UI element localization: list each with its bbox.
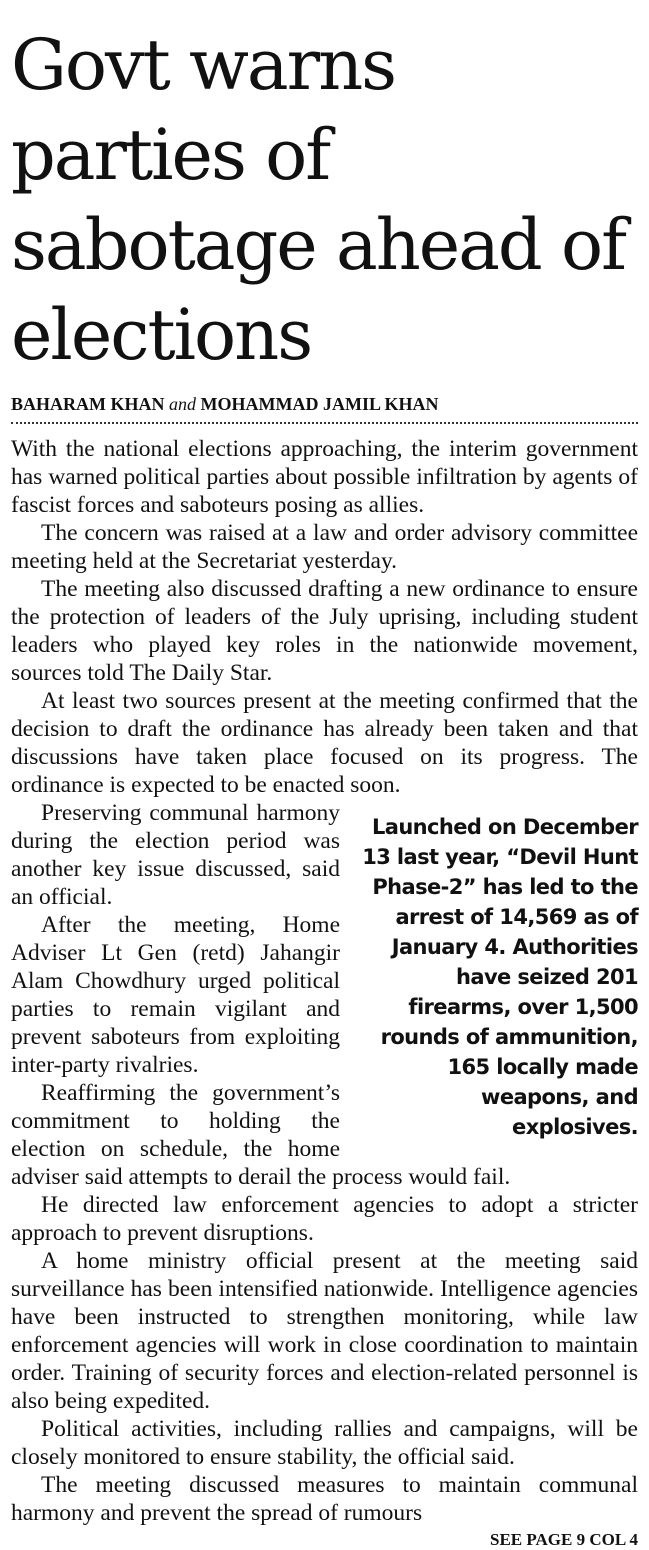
- paragraph: Political activities, including rallies and campaigns, will be closely monitored to ensure stability, the official said.: [11, 1416, 638, 1470]
- paragraph: After the meeting, Home Adviser Lt Gen (retd) Jahangir Alam Chowdhury urged political parties to remain vigilant and prevent saboteurs from exploiting inter-party rivalries.: [11, 912, 340, 1078]
- dotted-divider: [11, 422, 638, 424]
- paragraph: At least two sources present at the meeting confirmed that the decision to draft the ordinance has already been taken and that discussions have taken place focused on its progress. The ordinance is expected to be enacted soon.: [11, 688, 638, 798]
- article-body: [11, 435, 638, 1527]
- headline: Govt warns parties of sabotage ahead of elections: [11, 24, 626, 376]
- byline-author-1: BAHARAM KHAN: [11, 394, 165, 414]
- paragraph: Preserving communal harmony during the election period was another key issue discussed, said an official.: [11, 800, 340, 910]
- paragraph: He directed law enforcement agencies to adopt a stricter approach to prevent disruptions.: [11, 1192, 638, 1246]
- paragraph: The meeting also discussed drafting a new ordinance to ensure the protection of leaders of the July uprising, including student leaders who played key roles in the nationwide movement, sources told The Daily Star.: [11, 576, 638, 686]
- paragraph: The concern was raised at a law and order advisory committee meeting held at the Secretariat yesterday.: [11, 520, 638, 574]
- byline-conjunction: and: [169, 394, 196, 414]
- paragraph: Reaffirming the government’s commitment to holding the election on schedule, the home adviser said attempts to derail the process would fail.: [11, 1080, 511, 1190]
- paragraph: With the national elections approaching, the interim government has warned political parties about possible infiltration by agents of fascist forces and saboteurs posing as allies.: [11, 436, 638, 518]
- byline: [11, 392, 638, 416]
- byline-author-2: MOHAMMAD JAMIL KHAN: [200, 394, 439, 414]
- paragraph: The meeting discussed measures to maintain communal harmony and prevent the spread of rumours: [11, 1472, 638, 1526]
- paragraph: A home ministry official present at the meeting said surveillance has been intensified nationwide. Intelligence agencies have been instructed to strengthen monitoring, while law enforcement agencies will work in close coordination to maintain order. Training of security forces and election-related personnel is also being expedited.: [11, 1248, 638, 1414]
- article: [11, 0, 638, 1550]
- continued-on-label[interactable]: SEE PAGE 9 COL 4: [490, 1530, 638, 1549]
- pull-quote: Launched on December 13 last year, “Devil Hunt Phase-2” has led to the arrest of 14,569 as of January 4. Authorities have seized 201 firearms, over 1,500 rounds of ammunition, 165 locally made weapons, and explosives.: [362, 815, 638, 1139]
